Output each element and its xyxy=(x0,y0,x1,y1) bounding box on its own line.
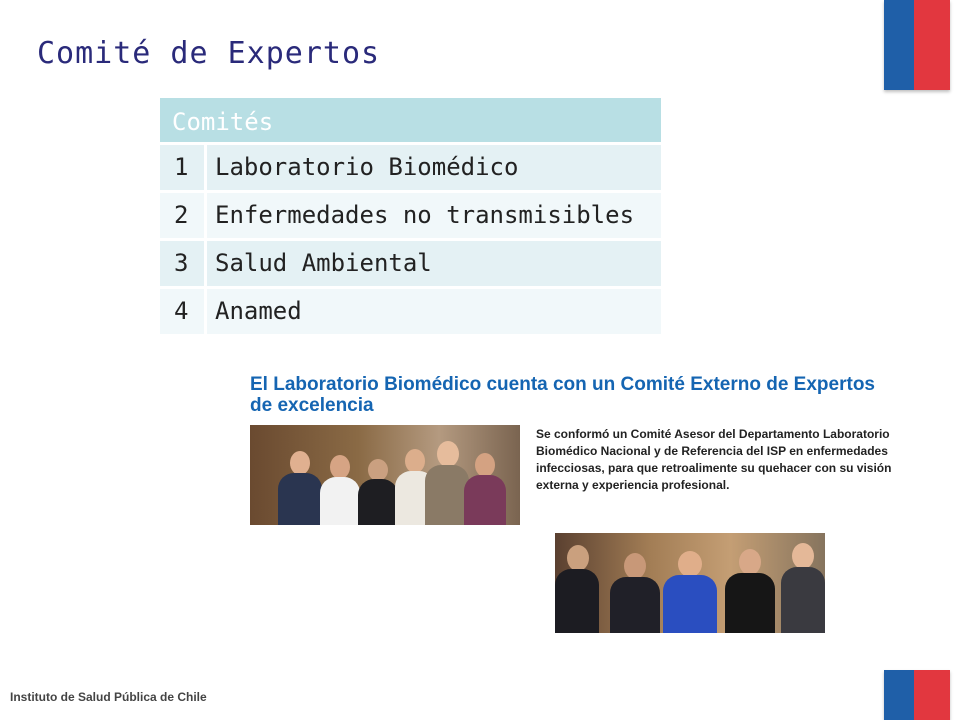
committee-photo-2 xyxy=(555,533,825,633)
person-figure xyxy=(320,455,360,525)
committee-name: Enfermedades no transmisibles xyxy=(206,192,662,240)
row-number: 2 xyxy=(160,192,206,240)
person-figure xyxy=(425,441,469,525)
article-heading: El Laboratorio Biomédico cuenta con un Comité Externo de Expertos de excelencia xyxy=(250,374,875,416)
person-figure xyxy=(358,459,398,525)
chile-flag-bottom xyxy=(884,670,950,720)
row-number: 3 xyxy=(160,240,206,288)
footer-institution: Instituto de Salud Pública de Chile xyxy=(10,690,207,704)
row-number: 1 xyxy=(160,144,206,192)
person-figure xyxy=(555,545,599,633)
person-figure xyxy=(464,453,506,525)
person-figure xyxy=(725,549,775,633)
flag-red-stripe xyxy=(914,0,950,90)
committee-name: Anamed xyxy=(206,288,662,336)
person-figure xyxy=(663,551,717,633)
page-title: Comité de Expertos xyxy=(37,36,381,71)
table-row xyxy=(160,240,661,288)
table-row xyxy=(160,288,661,336)
flag-red-stripe xyxy=(914,670,950,720)
table-header: Comités xyxy=(160,98,661,144)
row-number: 4 xyxy=(160,288,206,336)
article-body: Se conformó un Comité Asesor del Departamento Laboratorio Biomédico Nacional y de Referencia del ISP en enfermedades infecciosas, para que retroalimente su quehacer con su visión externa y experiencia profesional. xyxy=(536,427,892,492)
committee-name: Laboratorio Biomédico xyxy=(206,144,662,192)
chile-flag-top xyxy=(884,0,950,90)
committees-table xyxy=(160,98,661,337)
person-figure xyxy=(781,543,825,633)
person-figure xyxy=(278,451,322,525)
committee-photo-1 xyxy=(250,425,520,525)
table-row xyxy=(160,192,661,240)
flag-blue-stripe xyxy=(884,670,914,720)
committee-name: Salud Ambiental xyxy=(206,240,662,288)
table-row xyxy=(160,144,661,192)
flag-blue-stripe xyxy=(884,0,914,90)
person-figure xyxy=(610,553,660,633)
table-header-row xyxy=(160,98,661,144)
